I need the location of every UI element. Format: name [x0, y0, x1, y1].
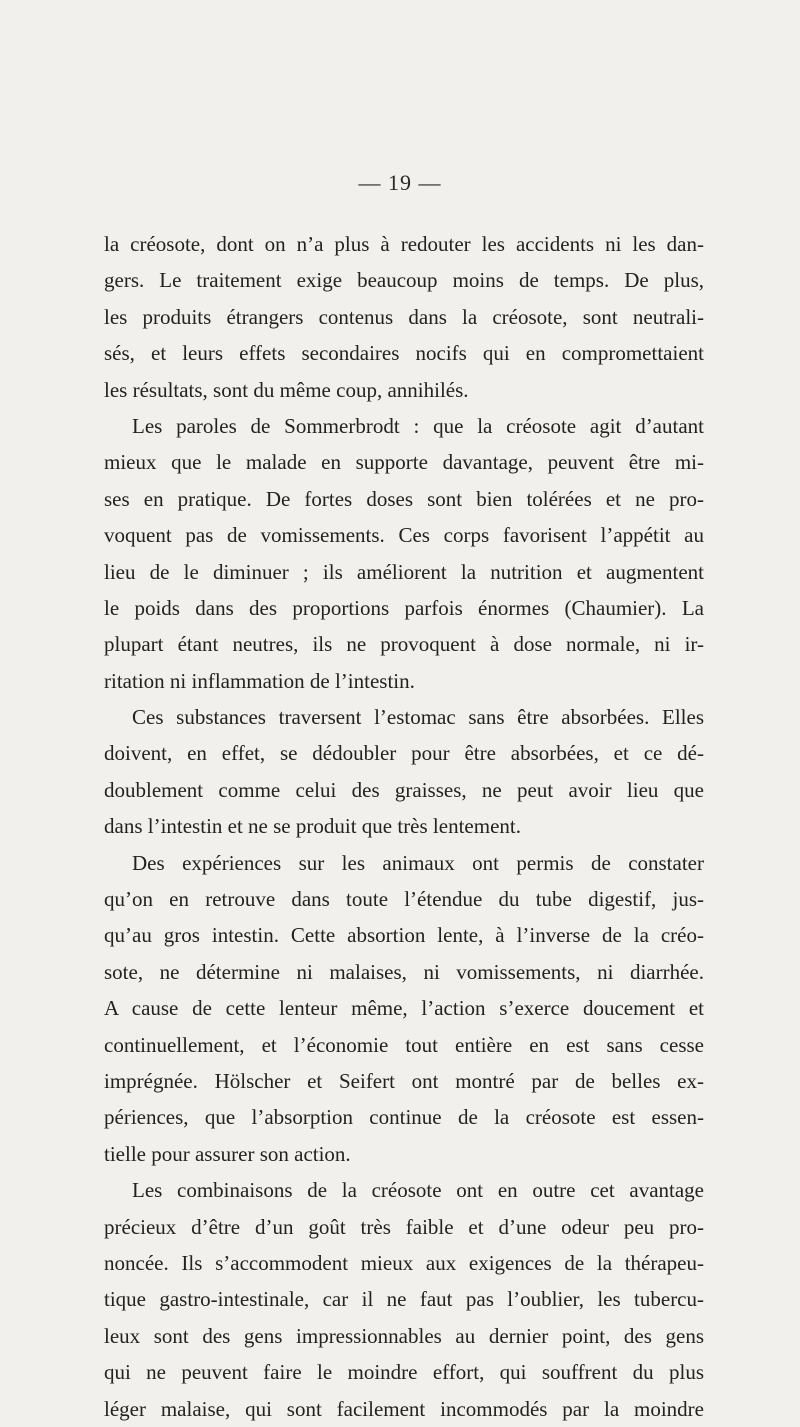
- text-line: doublement comme celui des graisses, ne peut avoir lieu que: [104, 777, 704, 802]
- page-number: — 19 —: [358, 170, 442, 195]
- text-line: gers. Le traitement exige beaucoup moins de temps. De plus,: [104, 268, 704, 293]
- text-line: imprégnée. Hölscher et Seifert ont montré par de belles ex-: [104, 1068, 704, 1093]
- text-line: dans l’intestin et ne se produit que très lentement.: [104, 814, 521, 839]
- body-text: [104, 226, 704, 1427]
- text-line: sote, ne détermine ni malaises, ni vomissements, ni diarrhée.: [104, 959, 704, 984]
- text-line: qui ne peuvent faire le moindre effort, qui souffrent du plus: [104, 1360, 704, 1385]
- text-line: plupart étant neutres, ils ne provoquent à dose normale, ni ir-: [104, 632, 704, 657]
- text-line: mieux que le malade en supporte davantage, peuvent être mi-: [104, 450, 704, 475]
- text-line: qu’au gros intestin. Cette absortion lente, à l’inverse de la créo-: [104, 923, 704, 948]
- text-line: Ces substances traversent l’estomac sans être absorbées. Elles: [132, 705, 704, 730]
- text-line: léger malaise, qui sont facilement incommodés par la moindre: [104, 1396, 704, 1421]
- text-line: Des expériences sur les animaux ont permis de constater: [132, 850, 704, 875]
- text-line: la créosote, dont on n’a plus à redouter les accidents ni les dan-: [104, 232, 704, 256]
- text-line: périences, que l’absorption continue de la créosote est essen-: [104, 1105, 704, 1130]
- text-line: A cause de cette lenteur même, l’action s’exerce doucement et: [104, 996, 704, 1021]
- text-line: le poids dans des proportions parfois énormes (Chaumier). La: [104, 595, 704, 620]
- text-line: ses en pratique. De fortes doses sont bien tolérées et ne pro-: [104, 486, 704, 511]
- text-line: tique gastro-intestinale, car il ne faut pas l’oublier, les tubercu-: [104, 1287, 704, 1312]
- text-line: voquent pas de vomissements. Ces corps favorisent l’appétit au: [104, 523, 704, 548]
- text-line: leux sont des gens impressionnables au dernier point, des gens: [104, 1323, 704, 1348]
- text-line: ritation ni inflammation de l’intestin.: [104, 668, 415, 693]
- text-line: lieu de le diminuer ; ils améliorent la nutrition et augmentent: [104, 559, 704, 584]
- text-line: les résultats, sont du même coup, annihilés.: [104, 377, 469, 402]
- text-line: les produits étrangers contenus dans la créosote, sont neutrali-: [104, 304, 704, 329]
- text-line: précieux d’être d’un goût très faible et d’une odeur peu pro-: [104, 1214, 704, 1239]
- text-line: continuellement, et l’économie tout entière en est sans cesse: [104, 1032, 704, 1057]
- text-line: qu’on en retrouve dans toute l’étendue du tube digestif, jus-: [104, 887, 704, 912]
- text-line: tielle pour assurer son action.: [104, 1141, 351, 1166]
- text-line: Les combinaisons de la créosote ont en outre cet avantage: [132, 1178, 704, 1203]
- text-line: noncée. Ils s’accommodent mieux aux exigences de la thérapeu-: [104, 1250, 704, 1275]
- text-line: Les paroles de Sommerbrodt : que la créosote agit d’autant: [132, 413, 704, 438]
- text-line: doivent, en effet, se dédoubler pour être absorbées, et ce dé-: [104, 741, 704, 766]
- text-line: sés, et leurs effets secondaires nocifs qui en compromettaient: [104, 341, 704, 366]
